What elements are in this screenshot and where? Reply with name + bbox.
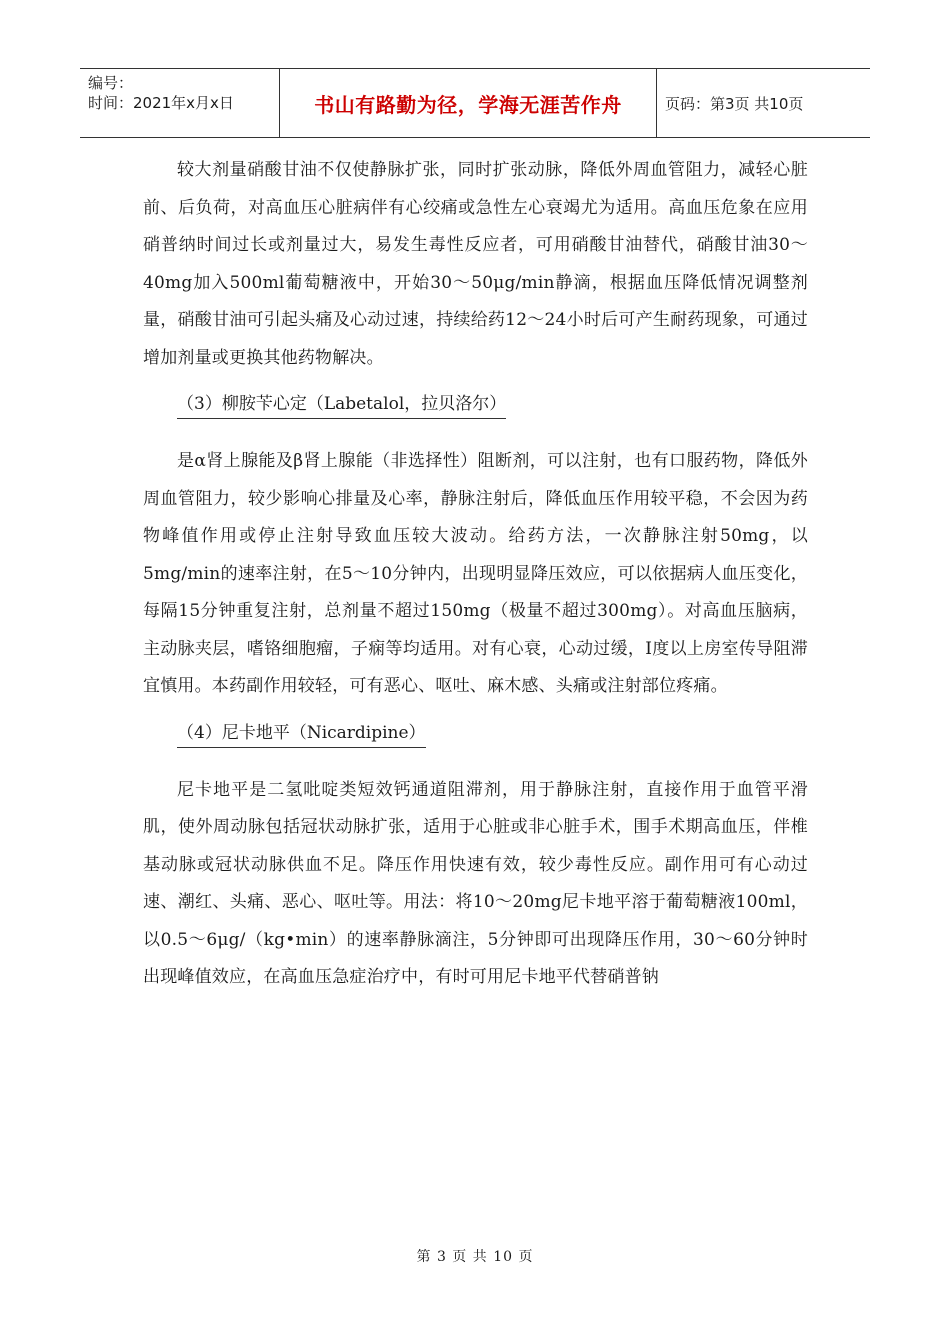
document-body [143, 152, 808, 997]
page-footer: 第 3 页 共 10 页 [416, 1249, 534, 1265]
page-header [80, 68, 870, 138]
document-date-label: 时间：2021年x月x日 [88, 94, 234, 112]
header-meta [80, 69, 280, 137]
header-motto: 书山有路勤为径，学海无涯苦作舟 [280, 69, 657, 137]
document-code-label: 编号： [88, 74, 134, 92]
section-title-labetalol [143, 392, 808, 419]
section-title-labetalol-text: （3）柳胺苄心定（Labetalol，拉贝洛尔） [177, 392, 506, 419]
header-page-info: 页码：第3页 共10页 [665, 94, 804, 113]
paragraph-nicardipine: 尼卡地平是二氢吡啶类短效钙通道阻滞剂，用于静脉注射，直接作用于血管平滑肌，使外周动脉包括冠状动脉扩张，适用于心脏或非心脏手术，围手术期高血压，伴椎基动脉或冠状动脉供血不足。降压作用快速有效，较少毒性反应。副作用可有心动过速、潮红、头痛、恶心、呕吐等。用法：将10～20mg尼卡地平溶于葡萄糖液100ml，以0.5～6μg/（kg•min）的速率静脉滴注，5分钟即可出现降压作用，30～60分钟时出现峰值效应，在高血压急症治疗中，有时可用尼卡地平代替硝普钠 [143, 779, 808, 987]
section-title-nicardipine [143, 721, 808, 748]
section-title-nicardipine-text: （4）尼卡地平（Nicardipine） [177, 721, 426, 748]
paragraph-nitroglycerin: 较大剂量硝酸甘油不仅使静脉扩张，同时扩张动脉，降低外周血管阻力，减轻心脏前、后负荷，对高血压心脏病伴有心绞痛或急性左心衰竭尤为适用。高血压危象在应用硝普纳时间过长或剂量过大，易发生毒性反应者，可用硝酸甘油替代，硝酸甘油30～40mg加入500ml葡萄糖液中，开始30～50μg/min静滴，根据血压降低情况调整剂量，硝酸甘油可引起头痛及心动过速，持续给药12～24小时后可产生耐药现象，可通过增加剂量或更换其他药物解决。 [143, 160, 808, 368]
paragraph-labetalol: 是α肾上腺能及β肾上腺能（非选择性）阻断剂，可以注射，也有口服药物，降低外周血管阻力，较少影响心排量及心率，静脉注射后，降低血压作用较平稳，不会因为药物峰值作用或停止注射导致血压较大波动。给药方法，一次静脉注射50mg，以5mg/min的速率注射，在5～10分钟内，出现明显降压效应，可以依据病人血压变化，每隔15分钟重复注射，总剂量不超过150mg（极量不超过300mg）。对高血压脑病，主动脉夹层，嗜铬细胞瘤，子痫等均适用。对有心衰，心动过缓，Ⅰ度以上房室传导阻滞宜慎用。本药副作用较轻，可有恶心、呕吐、麻木感、头痛或注射部位疼痛。 [143, 451, 808, 696]
